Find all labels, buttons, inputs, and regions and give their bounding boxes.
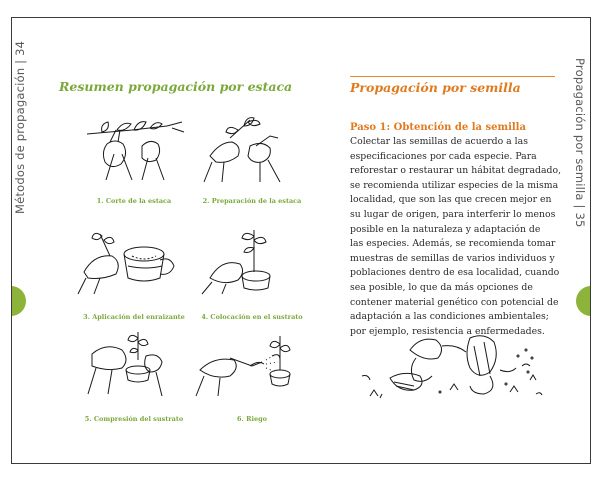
body-line: posible en la naturaleza y adaptación de — [350, 223, 541, 235]
cutting-stake-illustration — [72, 116, 200, 186]
body-line: muestras de semillas de varios individuos y — [350, 252, 555, 264]
right-page-title: Propagación por semilla — [350, 80, 521, 95]
preparing-stake-illustration — [190, 116, 318, 186]
body-line: especificaciones por cada especie. Para — [350, 150, 537, 162]
left-running-header: Métodos de propagación | 34 — [13, 40, 27, 214]
step-caption: 4. Colocación en el sustrato — [201, 313, 303, 321]
step-caption: 2. Preparación de la estaca — [202, 197, 302, 205]
body-line: se recomienda utilizar especies de la misma — [350, 179, 559, 191]
body-line: por ejemplo, resistencia a enfermedades. — [350, 325, 545, 337]
compressing-substrate-illustration — [72, 330, 200, 400]
book-spread — [11, 17, 591, 464]
body-line: las especies. Además, se recomienda tomar — [350, 238, 556, 250]
title-rule — [350, 76, 555, 77]
body-line: adaptación a las condiciones ambientales; — [350, 311, 549, 323]
step-caption: 5. Compresión del sustrato — [84, 415, 184, 423]
seed-collecting-illustration — [350, 320, 550, 405]
body-paragraph — [350, 135, 562, 339]
body-line: localidad, que son las que crecen mejor en — [350, 194, 552, 206]
body-line: poblaciones dentro de esa localidad, cuando — [350, 267, 560, 279]
step-caption: 3. Aplicación del enraizante — [83, 313, 185, 321]
step-heading: Paso 1: Obtención de la semilla — [350, 122, 526, 133]
body-line: Colectar las semillas de acuerdo a las — [350, 136, 528, 147]
page-tab-left — [11, 286, 26, 316]
step-caption: 1. Corte de la estaca — [96, 197, 172, 205]
placing-in-substrate-illustration — [190, 226, 318, 296]
body-line: reforestar o restaurar un hábitat degradado, — [350, 165, 562, 177]
page-tab-right — [576, 286, 591, 316]
body-line: contener material genético con potencial de — [350, 296, 559, 308]
left-page-title: Resumen propagación por estaca — [59, 79, 293, 94]
step-caption: 6. Riego — [237, 415, 267, 423]
body-line: sea posible, lo que da más opciones de — [350, 281, 533, 293]
body-line: su lugar de origen, para interferir lo menos — [350, 208, 556, 220]
right-running-header: Propagación por semilla | 35 — [573, 58, 587, 228]
rooting-hormone-illustration — [72, 226, 200, 296]
watering-illustration — [190, 330, 318, 400]
